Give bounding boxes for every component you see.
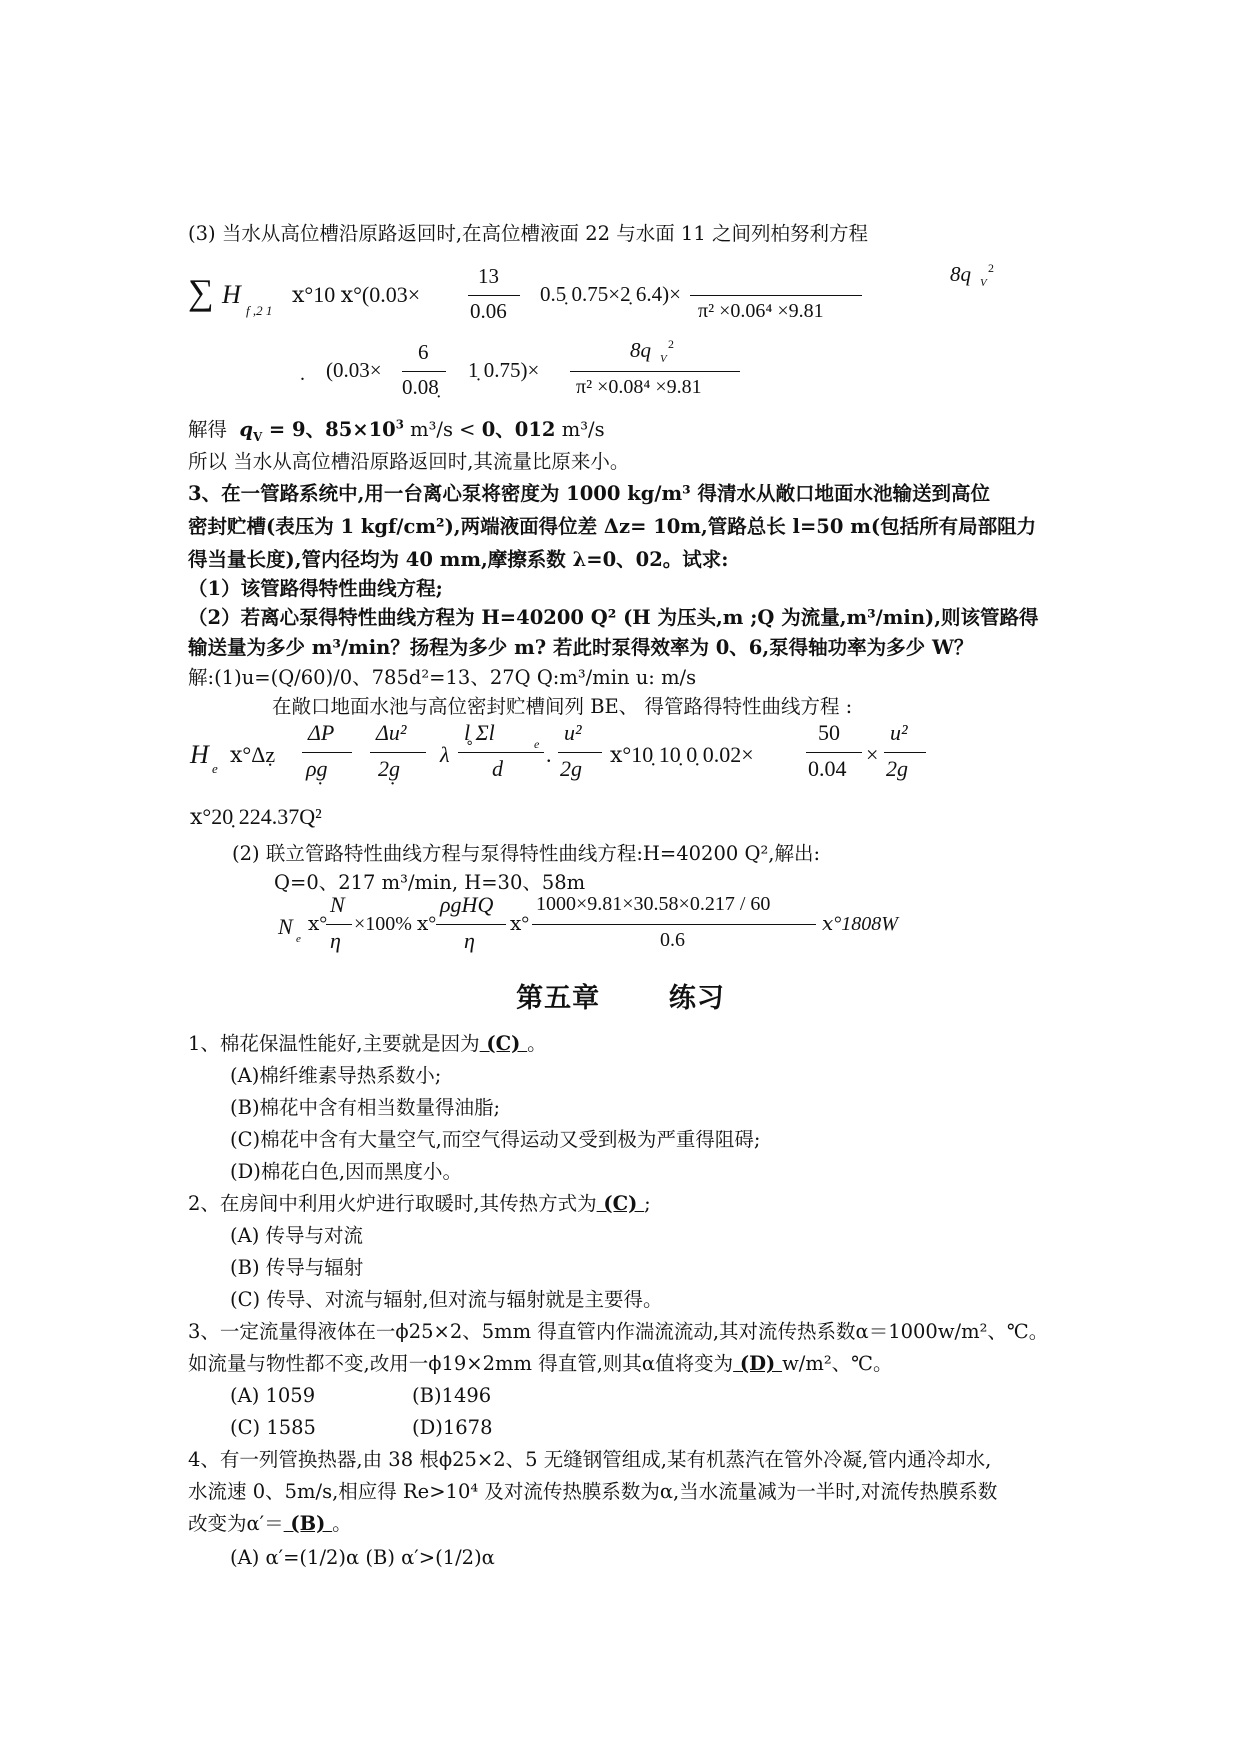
chapter-subtitle: 练习	[668, 983, 725, 1014]
fraction-denominator: ρg̣	[306, 756, 328, 781]
fraction-denominator: 0.08̣	[402, 375, 439, 399]
fraction-numerator: N	[330, 892, 345, 917]
fraction-bar	[458, 752, 544, 753]
solve-result	[188, 417, 605, 444]
fraction-denominator: 0.04	[808, 756, 847, 781]
fraction-numerator: Δu²	[376, 720, 407, 745]
equation-term: ⅹ°	[308, 913, 328, 935]
flow-subscript: V	[660, 353, 667, 365]
solution-part2-a: (2) 联立管路特性曲线方程与泵得特性曲线方程:H=40200 Q²,解出:	[232, 842, 821, 865]
fraction-denominator: π² ×0.06⁴ ×9.81	[698, 300, 824, 322]
ch5-question4-line3	[188, 1512, 352, 1535]
He-symbol: H	[190, 740, 209, 769]
ch5-q3-option-b: (B)1496	[412, 1384, 492, 1407]
ch5-q2-option-b: (B) 传导与辐射	[230, 1256, 364, 1279]
fraction-denominator: d	[492, 756, 503, 781]
fraction-bar	[370, 752, 426, 753]
fraction-bar	[690, 295, 862, 296]
fraction-bar	[468, 295, 520, 296]
ch5-q4-options-ab: (A) α′=(1/2)α (B) α′>(1/2)α	[230, 1546, 495, 1569]
question-text: 如流量与物性都不变,改用一ϕ19×2mm 得直管,则其α值将变为	[188, 1352, 734, 1375]
equation-pipe-result	[190, 800, 490, 834]
equation-term: ⅹ°20̣ 224.37Q²	[190, 804, 322, 829]
question3-sub2-line1: （2）若离心泵得特性曲线方程为 H=40200 Q² (H 为压头,m ;Q 为流量,m³/min),则该管路得	[188, 606, 1039, 629]
equation-pipe-characteristic	[190, 716, 930, 796]
ch5-q1-option-d: (D)棉花白色,因而黑度小。	[230, 1160, 463, 1183]
fraction-numerator: ΔP	[308, 720, 335, 745]
equation-term: ⅹ°10̣ 10̣ 0̣ 0.02×	[610, 742, 754, 767]
question3-sub1: （1）该管路得特性曲线方程;	[188, 577, 443, 600]
fraction-bar	[558, 752, 602, 753]
fraction-denominator: 2g̣	[378, 756, 400, 781]
ch5-q3-option-d: (D)1678	[412, 1416, 493, 1439]
solution-part1: 解:(1)u=(Q/60)/0、785d²=13、27Q Q:m³/min u: m/s	[188, 666, 697, 689]
question-text: 1、棉花保温性能好,主要就是因为	[188, 1032, 480, 1055]
fraction-numerator: u²	[890, 720, 908, 745]
solve-sub: V	[253, 429, 263, 444]
question-end: ;	[644, 1192, 651, 1215]
equation-term: 1̣ 0.75)×	[468, 358, 540, 382]
solution-part1-b: 在敞口地面水池与高位密封贮槽间列 BE、 得管路得特性曲线方程 :	[272, 695, 853, 718]
answer-blank: (C)	[479, 1032, 528, 1055]
square-superscript: 2	[988, 261, 994, 275]
answer-blank: (B)	[283, 1512, 333, 1535]
sum-symbol: ∑	[188, 272, 214, 312]
fraction-numerator: 8q	[950, 262, 971, 286]
question-end: 。	[332, 1512, 352, 1535]
ch5-q1-option-a: (A)棉纤维素导热系数小;	[230, 1064, 442, 1087]
fraction-numerator: 13	[478, 264, 499, 288]
question-text: 改变为α′＝	[188, 1512, 284, 1535]
ch5-question3-line1: 3、一定流量得液体在一ϕ25×2、5mm 得直管内作湍流流动,其对流传热系数α＝1000w/m²、℃。	[188, 1320, 1049, 1343]
equation-term: 0.5̣ 0.75×2̣ 6.4)×	[540, 282, 681, 306]
solve-value: = 9、85×10	[262, 418, 396, 441]
head-loss-subscript: f ,2 1	[246, 303, 273, 318]
fraction-bar	[532, 924, 816, 925]
square-superscript: 2	[668, 337, 674, 351]
fraction-numerator: 1000×9.81×30.58×0.217 / 60	[536, 893, 771, 915]
le-subscript: e	[534, 737, 540, 751]
fraction-bar	[302, 752, 352, 753]
question-end: w/m²、℃。	[782, 1352, 893, 1375]
chapter-title: 第五章	[516, 983, 601, 1014]
equation-term: ⅹ°10 ⅹ°(0.03×	[292, 282, 421, 307]
solution-part2-b: Q=0、217 m³/min, H=30、58m	[274, 871, 586, 894]
equation-bernoulli-1-right	[690, 262, 910, 334]
power-subscript: e	[296, 933, 301, 945]
equation-term: (0.03×	[326, 358, 382, 382]
ch5-question1	[188, 1032, 547, 1055]
ch5-q2-option-a: (A) 传导与对流	[230, 1224, 363, 1247]
ch5-q1-option-c: (C)棉花中含有大量空气,而空气得运动又受到极为严重得阻碍;	[230, 1128, 761, 1151]
question3-line2: 密封贮槽(表压为 1 kgf/cm²),两端液面得位差 Δz= 10m,管路总长 l=50 m(包括所有局部阻力	[188, 515, 1037, 538]
fraction-bar	[436, 924, 506, 925]
equation-dot: .	[300, 363, 305, 385]
times-symbol: ×	[866, 742, 879, 767]
solve-exp: 3	[395, 417, 404, 432]
ch5-q2-option-c: (C) 传导、对流与辐射,但对流与辐射就是主要得。	[230, 1288, 663, 1311]
question3-line3: 得当量长度),管内径均为 40 mm,摩擦系数 λ=0、02。试求:	[188, 548, 729, 571]
fraction-bar	[806, 752, 862, 753]
fraction-bar	[326, 924, 352, 925]
question3-line1: 3、在一管路系统中,用一台离心泵将密度为 1000 kg/m³ 得清水从敞口地面水池输送到高位	[188, 482, 990, 505]
solve-prefix: 解得	[188, 418, 228, 441]
ch5-question4-line2: 水流速 0、5m/s,相应得 Re>10⁴ 及对流传热膜系数为α,当水流量减为一半时,对流传热膜系数	[188, 1480, 998, 1503]
fraction-denominator: η	[464, 928, 475, 953]
power-symbol: N	[278, 914, 293, 939]
fraction-bar	[402, 371, 446, 372]
question3-sub2-line2: 输送量为多少 m³/min？扬程为多少 m? 若此时泵得效率为 0、6,泵得轴功率为多少 W？	[188, 636, 974, 659]
solve-unit: m³/s <	[403, 418, 482, 441]
head-loss-symbol: H	[222, 280, 241, 309]
equation-term: ⅹ°Δẓ	[230, 742, 276, 767]
fraction-numerator: 8q	[630, 338, 651, 362]
ch5-q3-option-a: (A) 1059	[230, 1384, 316, 1407]
fraction-denominator: 0.06	[470, 299, 507, 323]
fraction-denominator: π² ×0.08⁴ ×9.81	[576, 376, 702, 398]
fraction-denominator: 2g	[886, 756, 908, 781]
lambda-symbol: λ	[440, 742, 450, 767]
flow-subscript: V	[980, 277, 987, 289]
equation-bernoulli-2-right	[570, 338, 770, 410]
chapter-heading	[0, 976, 1241, 1015]
ch5-question4-line1: 4、有一列管换热器,由 38 根ϕ25×2、5 无缝钢管组成,某有机蒸汽在管外冷凝,管内通冷却水,	[188, 1448, 992, 1471]
question-text: 2、在房间中利用火炉进行取暖时,其传热方式为	[188, 1192, 597, 1215]
part3-intro: (3) 当水从高位槽沿原路返回时,在高位槽液面 22 与水面 11 之间列柏努利方程	[188, 222, 868, 245]
equation-term: ×100% ⅹ°	[354, 913, 437, 935]
fraction-numerator: u²	[564, 720, 582, 745]
He-subscript: e	[212, 761, 218, 776]
fraction-numerator: l̥ Σl	[464, 720, 495, 745]
equation-shaft-power	[278, 892, 918, 964]
solve-q: q	[239, 418, 254, 441]
fraction-denominator: 0.6	[660, 929, 685, 951]
conclusion: 所以 当水从高位槽沿原路返回时,其流量比原来小。	[188, 450, 630, 473]
fraction-numerator: ρgHQ	[440, 892, 494, 917]
question-end: 。	[527, 1032, 547, 1055]
fraction-numerator: 6	[418, 340, 429, 364]
solve-unit2: m³/s	[555, 418, 605, 441]
ch5-q3-option-c: (C) 1585	[230, 1416, 316, 1439]
ch5-question2	[188, 1192, 651, 1215]
solve-rest: 0、012	[481, 418, 556, 441]
answer-blank: (D)	[733, 1352, 783, 1375]
equation-dot: .	[546, 742, 552, 767]
ch5-question3-line2	[188, 1352, 892, 1375]
fraction-denominator: 2g	[560, 756, 582, 781]
fraction-bar	[570, 371, 740, 372]
answer-blank: (C)	[596, 1192, 645, 1215]
equation-term: ⅹ°	[510, 913, 530, 935]
ch5-q1-option-b: (B)棉花中含有相当数量得油脂;	[230, 1096, 501, 1119]
equation-term: ⅹ°1808W	[822, 913, 898, 935]
fraction-bar	[884, 752, 926, 753]
fraction-numerator: 50	[818, 720, 840, 745]
fraction-denominator: η	[330, 928, 341, 953]
